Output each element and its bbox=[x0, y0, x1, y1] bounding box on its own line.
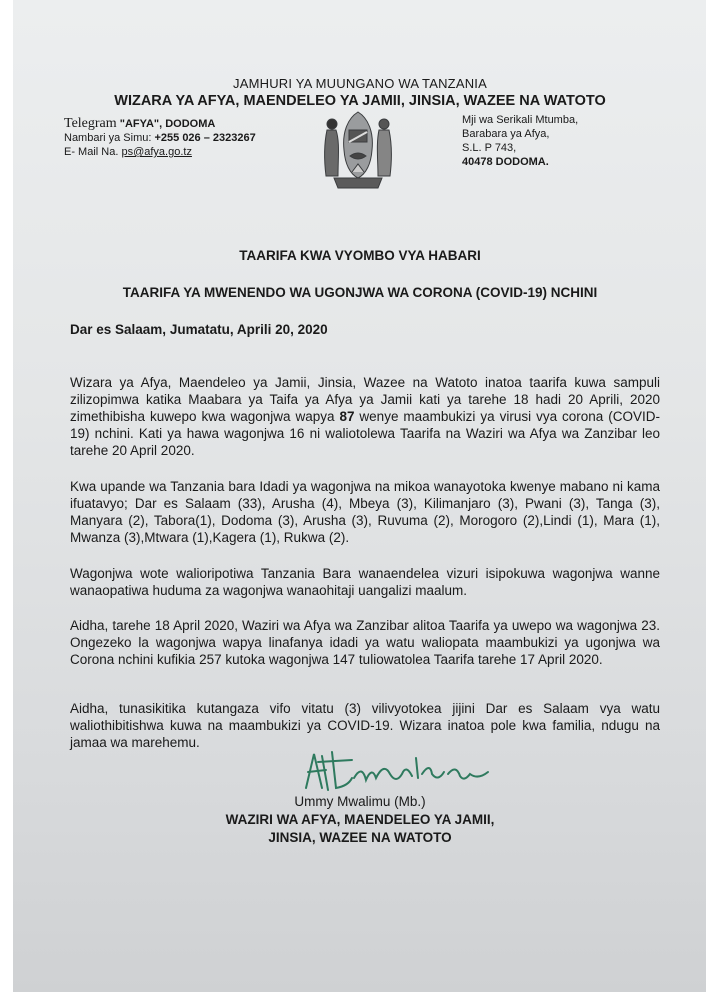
paragraph-1 bbox=[70, 374, 660, 459]
new-cases-count: 87 bbox=[339, 409, 355, 424]
telegram-value: "AFYA", DODOMA bbox=[119, 118, 216, 130]
telegram-label: Telegram bbox=[64, 116, 117, 131]
address-line: 40478 DODOMA. bbox=[462, 156, 549, 168]
phone-value: +255 026 – 2323267 bbox=[154, 132, 256, 144]
handwritten-signature bbox=[292, 748, 524, 794]
coat-of-arms-icon bbox=[312, 108, 404, 194]
letterhead-country: JAMHURI YA MUUNGANO WA TANZANIA bbox=[233, 76, 487, 91]
paragraph-5: Aidha, tunasikitika kutangaza vifo vitatu (3) vilivyotokea jijini Dar es Salaam vya watu waliothibitishwa kuwa na maambukizi ya COVID-19. Wizara inatoa pole kwa familia, ndugu na jamaa wa marehemu. bbox=[70, 701, 660, 750]
dateline: Dar es Salaam, Jumatatu, Aprili 20, 2020 bbox=[70, 322, 328, 337]
email-link[interactable]: ps@afya.go.tz bbox=[121, 146, 192, 158]
letterhead-ministry: WIZARA YA AFYA, MAENDELEO YA JAMII, JINSIA, WAZEE NA WATOTO bbox=[114, 93, 606, 109]
signatory-title-line-1: WAZIRI WA AFYA, MAENDELEO YA JAMII, bbox=[225, 812, 495, 827]
letterhead-address bbox=[462, 113, 578, 169]
telegram-line bbox=[64, 117, 256, 131]
paragraph-4: Aidha, tarehe 18 April 2020, Waziri wa Afya wa Zanzibar alitoa Taarifa ya uwepo wa wagonjwa 23. Ongezeko la wagonjwa wapya linafanya idadi ya watu waliopata maambukizi ya ugonjwa wa Corona nchini kufikia 257 kutoka wagonjwa 147 tuliowatolea Taarifa tarehe 17 April 2020. bbox=[70, 618, 660, 667]
phone-line bbox=[64, 131, 256, 145]
phone-label: Nambari ya Simu: bbox=[64, 132, 152, 144]
document-title: TAARIFA KWA VYOMBO VYA HABARI bbox=[239, 248, 481, 263]
signatory-title-line-2: JINSIA, WAZEE NA WATOTO bbox=[268, 830, 452, 845]
letterhead-contact bbox=[64, 117, 256, 159]
paragraph-1-text-end: wenye maambukizi ya virusi vya corona (COVID-19) nchini. Kati ya hawa wagonjwa 16 ni waliotolewa Taarifa na Waziri wa Afya wa Zanzibar leo tarehe 20 April 2020. bbox=[70, 409, 661, 458]
paragraph-2: Kwa upande wa Tanzania bara Idadi ya wagonjwa na mikoa wanayotoka kwenye mabano ni kama ifuatavyo; Dar es Salaam (33), Arusha (4), Mbeya (3), Kilimanjaro (3), Pwani (3), Tanga (3), Manyara (2), Tabora(1), Dodoma (3), Arusha (3), Ruvuma (2), Morogoro (2),Lindi (1), Mara (1), Mwanza (3),Mtwara (1),Kagera (1), Rukwa (2). bbox=[70, 479, 660, 545]
paragraph-3: Wagonjwa wote walioripotiwa Tanzania Bara wanaendelea vizuri isipokuwa wagonjwa wanne wanaopatiwa huduma za wagonjwa wanaohitaji uangalizi maalum. bbox=[70, 566, 660, 598]
email-label: E- Mail Na. bbox=[64, 146, 119, 158]
address-line: Mji wa Serikali Mtumba, bbox=[462, 114, 579, 126]
signatory-name: Ummy Mwalimu (Mb.) bbox=[294, 794, 426, 809]
document-subtitle: TAARIFA YA MWENENDO WA UGONJWA WA CORONA (COVID-19) NCHINI bbox=[122, 285, 598, 300]
address-line: Barabara ya Afya, bbox=[462, 128, 550, 140]
email-line bbox=[64, 145, 256, 159]
paragraph-1-text: Wizara ya Afya, Maendeleo ya Jamii, Jinsia, Wazee na Watoto inatoa taarifa kuwa sampuli zilizopimwa katika Maabara ya Taifa ya Afya ya Jamii kati ya tarehe 18 hadi 20 Aprili, 2020 zimethibisha kuwepo kwa wagonjwa wapya bbox=[70, 375, 660, 424]
address-line: S.L. P 743, bbox=[462, 142, 517, 154]
